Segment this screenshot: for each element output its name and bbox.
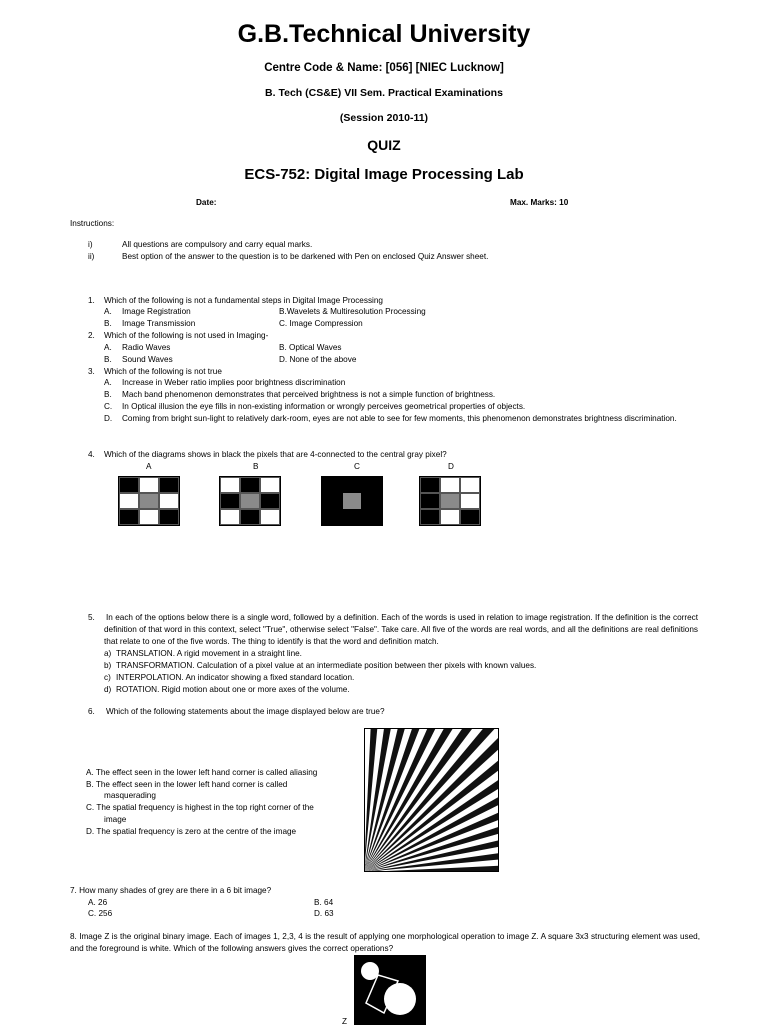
- binary-image-z: [354, 955, 426, 1025]
- option-letter: B.: [104, 319, 112, 328]
- question-number: 1.: [88, 296, 95, 305]
- quiz-heading: QUIZ: [367, 137, 401, 153]
- option-text: D. The spatial frequency is zero at the centre of the image: [86, 827, 297, 836]
- question-text: Which of the following is not used in Imaging-: [104, 331, 269, 340]
- option-text: B. 64: [314, 898, 334, 907]
- pixel-diagram-b: [219, 476, 281, 526]
- instruction-num: i): [88, 240, 93, 249]
- pixel-diagram-d: [419, 476, 481, 526]
- instruction-num: ii): [88, 252, 95, 261]
- diagram-label-d: D: [448, 462, 454, 471]
- option-letter: b): [104, 661, 112, 670]
- university-title: G.B.Technical University: [237, 20, 531, 48]
- question-number: 5.: [88, 613, 95, 622]
- question-number: 6.: [88, 707, 95, 716]
- option-letter: d): [104, 685, 112, 694]
- option-text: Mach band phenomenon demonstrates that perceived brightness is not a simple function of brightness.: [122, 390, 496, 399]
- question-number: 4.: [88, 450, 95, 459]
- option-letter: B.: [104, 355, 112, 364]
- diagram-label-b: B: [253, 462, 259, 471]
- option-text: A. 26: [88, 898, 108, 907]
- option-text: Coming from bright sun-light to relatively dark-room, eyes are not able to see for few moments, this phenomenon demonstrates brightness discrimination.: [122, 414, 677, 423]
- option-text: C. 256: [88, 909, 113, 918]
- pixel-diagram-a: [118, 476, 180, 526]
- session-line: (Session 2010-11): [339, 112, 429, 124]
- question-text: 8. Image Z is the original binary image. Each of images 1, 2,3, 4 is the result of applying one morphological operation to image Z. A square 3x3 structuring element was used, and the foreground is white. Which of the following answers gives the correct operations?: [70, 932, 700, 953]
- option-text: ROTATION. Rigid motion about one or more axes of the volume.: [116, 685, 350, 694]
- option-letter: D.: [104, 414, 113, 423]
- option-text: TRANSFORMATION. Calculation of a pixel value at an intermediate position between ther pixels with known values.: [116, 661, 537, 670]
- option-text: D. 63: [314, 909, 334, 918]
- question-text: Which of the following is not a fundamental steps in Digital Image Processing: [104, 296, 383, 305]
- option-text: B. The effect seen in the lower left hand corner is called: [86, 780, 288, 789]
- option-text: Increase in Weber ratio implies poor brightness discrimination: [122, 378, 346, 387]
- option-text: masquerading: [104, 791, 156, 800]
- option-letter: C.: [104, 402, 113, 411]
- option-text: Image Transmission: [122, 319, 196, 328]
- option-text: B.Wavelets & Multiresolution Processing: [279, 307, 426, 316]
- radial-pattern-image: [364, 728, 499, 872]
- option-text: Radio Waves: [122, 343, 171, 352]
- option-text: TRANSLATION. A rigid movement in a straight line.: [116, 649, 302, 658]
- course-title: ECS-752: Digital Image Processing Lab: [244, 166, 524, 183]
- instructions-heading: Instructions:: [70, 219, 115, 228]
- question-number: 2.: [88, 331, 95, 340]
- max-marks: Max. Marks: 10: [510, 198, 569, 207]
- centre-line: Centre Code & Name: [056] [NIEC Lucknow]: [264, 62, 504, 74]
- option-letter: c): [104, 673, 111, 682]
- option-letter: A.: [104, 378, 112, 387]
- program-line: B. Tech (CS&E) VII Sem. Practical Examinations: [265, 87, 503, 99]
- question-number: 3.: [88, 367, 95, 376]
- option-text: C. The spatial frequency is highest in the top right corner of the: [86, 803, 314, 812]
- question-text: In each of the options below there is a single word, followed by a definition. Each of the words is used in relation to image registration. If the definition is the correct definition of that word in this context, select "True", otherwise select "False". Take care. All five of the words are real words, and all the definitions are real definitions that relate to one of the five words. The thing to identify is that the word and definition match.: [104, 613, 698, 646]
- question-text: 7. How many shades of grey are there in a 6 bit image?: [70, 886, 272, 895]
- question-text: Which of the diagrams shows in black the pixels that are 4-connected to the central gray pixel?: [104, 450, 447, 459]
- instruction-text: Best option of the answer to the question is to be darkened with Pen on enclosed Quiz Answer sheet.: [122, 252, 489, 261]
- pixel-diagram-c: [321, 476, 383, 526]
- option-text: Sound Waves: [122, 355, 173, 364]
- option-text: A. The effect seen in the lower left hand corner is called aliasing: [86, 768, 318, 777]
- diagram-label-a: A: [146, 462, 152, 471]
- option-text: In Optical illusion the eye fills in non-existing information or wrongly perceives geometrical properties of objects.: [122, 402, 526, 411]
- date-label: Date:: [196, 198, 217, 207]
- question-text: Which of the following statements about the image displayed below are true?: [106, 707, 385, 716]
- diagram-label-c: C: [354, 462, 360, 471]
- option-text: Image Registration: [122, 307, 191, 316]
- question-text: Which of the following is not true: [104, 367, 222, 376]
- option-text: B. Optical Waves: [279, 343, 342, 352]
- option-letter: A.: [104, 307, 112, 316]
- option-text: image: [104, 815, 127, 824]
- option-text: D. None of the above: [279, 355, 357, 364]
- option-text: INTERPOLATION. An indicator showing a fixed standard location.: [116, 673, 355, 682]
- option-letter: a): [104, 649, 112, 658]
- option-text: C. Image Compression: [279, 319, 363, 328]
- option-letter: B.: [104, 390, 112, 399]
- image-z-label: Z: [342, 1017, 348, 1026]
- option-letter: A.: [104, 343, 112, 352]
- instruction-text: All questions are compulsory and carry equal marks.: [122, 240, 313, 249]
